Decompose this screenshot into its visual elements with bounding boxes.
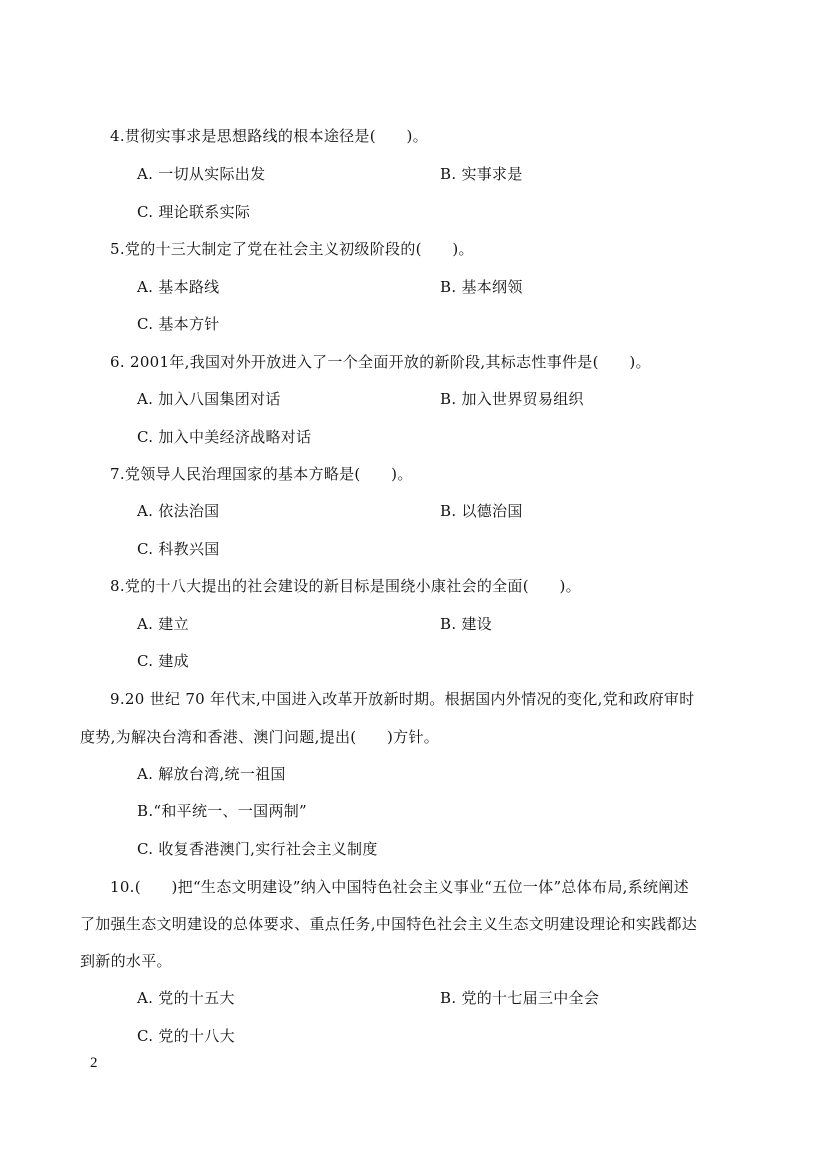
- question-7-option-c: C. 科教兴国: [137, 540, 220, 558]
- question-9-stem-line-2: 度势,为解决台湾和香港、澳门问题,提出( )方针。: [80, 728, 440, 746]
- question-9-option-a: A. 解放台湾,统一祖国: [137, 765, 286, 783]
- question-5-option-b: B. 基本纲领: [440, 278, 523, 296]
- question-7-stem: 7.党领导人民治理国家的基本方略是( )。: [110, 465, 413, 483]
- question-6-stem: 6. 2001年,我国对外开放进入了一个全面开放的新阶段,其标志性事件是( )。: [110, 353, 651, 371]
- question-10-stem-line-1: 10.( )把“生态文明建设”纳入中国特色社会主义事业“五位一体”总体布局,系统阐述: [110, 878, 689, 896]
- question-5-option-c: C. 基本方针: [137, 315, 220, 333]
- question-4-option-a: A. 一切从实际出发: [137, 165, 266, 183]
- question-6-option-a: A. 加入八国集团对话: [137, 390, 281, 408]
- question-6-option-b: B. 加入世界贸易组织: [440, 390, 584, 408]
- question-7-option-b: B. 以德治国: [440, 502, 523, 520]
- question-4-option-b: B. 实事求是: [440, 165, 523, 183]
- question-10-stem-line-2: 了加强生态文明建设的总体要求、重点任务,中国特色社会主义生态文明建设理论和实践都达: [80, 915, 698, 933]
- question-4-stem: 4.贯彻实事求是思想路线的根本途径是( )。: [110, 127, 428, 145]
- question-5-option-a: A. 基本路线: [137, 278, 220, 296]
- question-8-option-c: C. 建成: [137, 652, 189, 670]
- question-8-option-b: B. 建设: [440, 615, 493, 633]
- question-9-option-b: B.“和平统一、一国两制”: [137, 802, 308, 820]
- question-4-option-c: C. 理论联系实际: [137, 203, 251, 221]
- question-10-option-b: B. 党的十七届三中全会: [440, 989, 600, 1007]
- page-number: 2: [90, 1055, 98, 1071]
- question-9-option-c: C. 收复香港澳门,实行社会主义制度: [137, 840, 378, 858]
- question-10-stem-line-3: 到新的水平。: [80, 952, 172, 970]
- question-8-option-a: A. 建立: [137, 615, 189, 633]
- question-5-stem: 5.党的十三大制定了党在社会主义初级阶段的( )。: [110, 240, 474, 258]
- question-9-stem-line-1: 9.20 世纪 70 年代末,中国进入改革开放新时期。根据国内外情况的变化,党和政府审时: [110, 690, 695, 708]
- question-10-option-a: A. 党的十五大: [137, 989, 235, 1007]
- question-10-option-c: C. 党的十八大: [137, 1027, 235, 1045]
- question-8-stem: 8.党的十八大提出的社会建设的新目标是围绕小康社会的全面( )。: [110, 577, 581, 595]
- question-6-option-c: C. 加入中美经济战略对话: [137, 428, 312, 446]
- question-7-option-a: A. 依法治国: [137, 502, 220, 520]
